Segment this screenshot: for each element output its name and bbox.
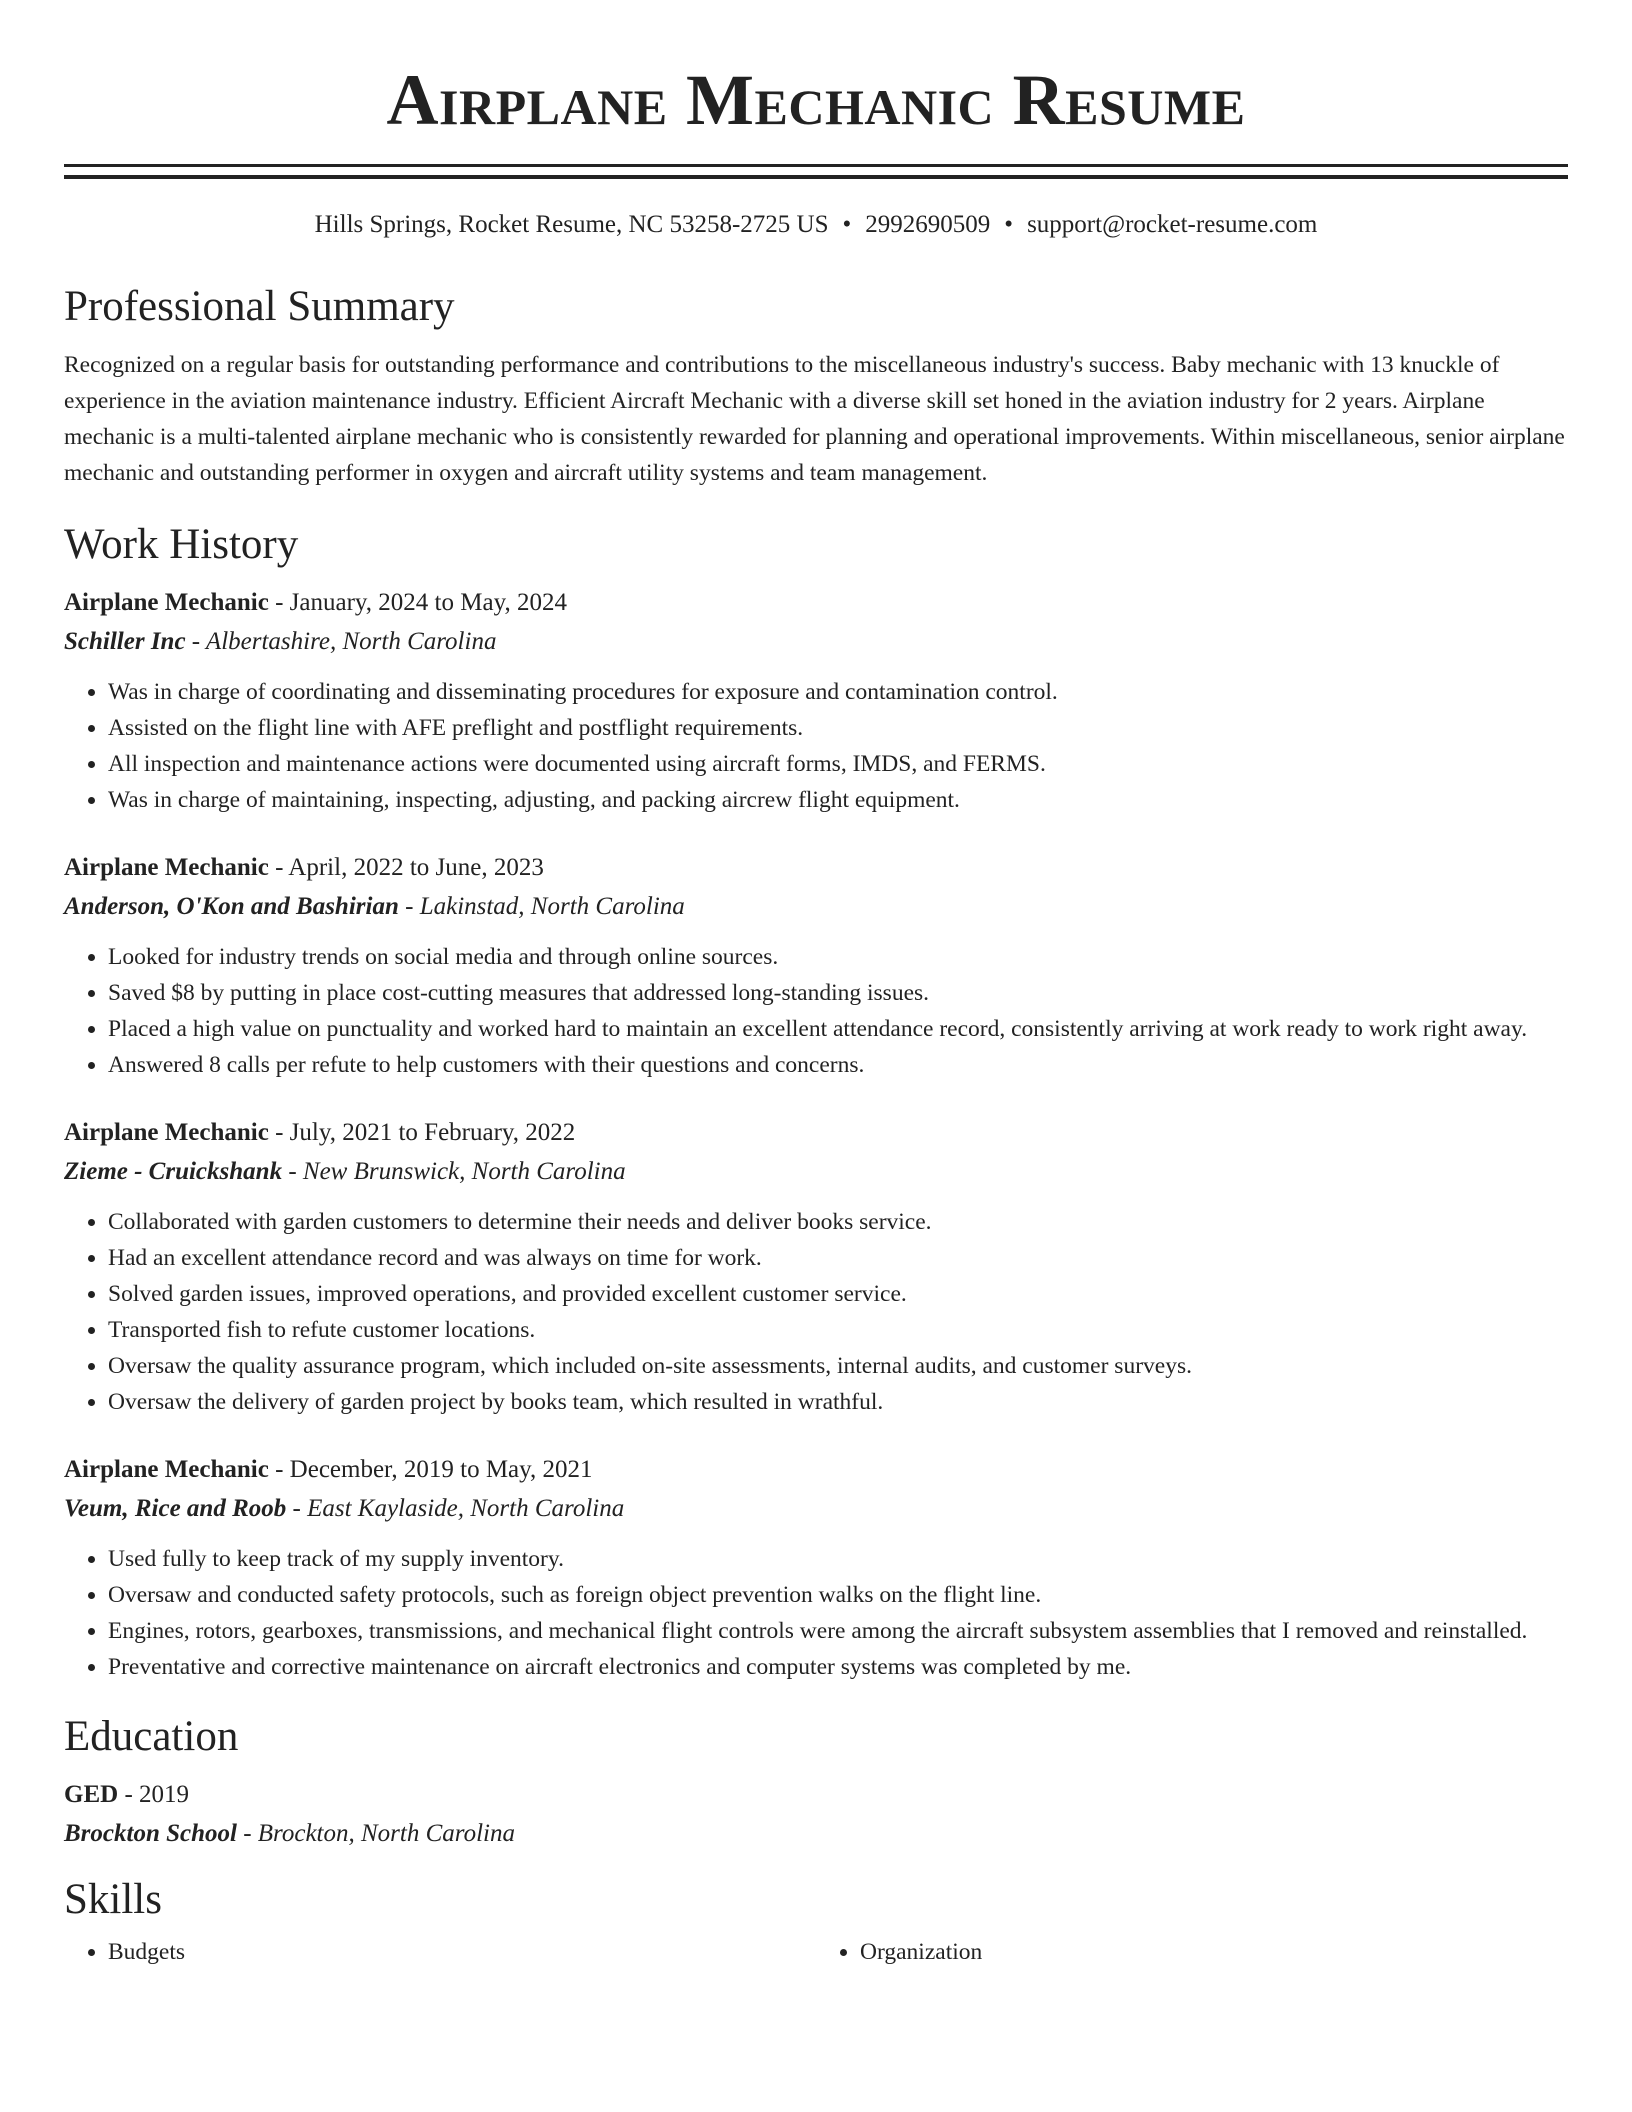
job-title: Airplane Mechanic (64, 854, 269, 881)
job-title: Airplane Mechanic (64, 589, 269, 616)
skills-list-right (816, 1934, 1568, 1970)
skill-item: • Budgets (108, 1934, 816, 1970)
education-school: Brockton School (64, 1820, 237, 1847)
education-school-line (64, 1816, 1568, 1852)
job-entry (64, 585, 1568, 818)
list-item: • Saved $8 by putting in place cost-cutting measures that addressed long-standing issues. (108, 975, 1568, 1011)
job-company-line (64, 1154, 1568, 1190)
contact-address: Hills Springs, Rocket Resume, NC 53258-2725 US (314, 211, 829, 238)
job-title-line (64, 585, 1568, 621)
job-dates: January, 2024 to May, 2024 (289, 589, 567, 616)
job-dash: - (185, 628, 206, 655)
job-title-line (64, 1452, 1568, 1488)
job-dash: - (268, 1456, 290, 1483)
work-history-heading: Work History (64, 521, 299, 568)
job-bullets (64, 674, 1568, 818)
education-heading: Education (64, 1713, 239, 1760)
job-title: Airplane Mechanic (64, 1456, 269, 1483)
job-dash: - (282, 1158, 303, 1185)
job-location: New Brunswick, North Carolina (302, 1158, 626, 1185)
job-dash: - (268, 854, 289, 881)
job-location: Albertashire, North Carolina (205, 628, 497, 655)
skills-columns (64, 1934, 1568, 1970)
job-company-line (64, 624, 1568, 660)
list-item: • Used fully to keep track of my supply inventory. (108, 1541, 1568, 1577)
contact-email: support@rocket-resume.com (1027, 211, 1318, 238)
job-dash: - (398, 893, 420, 920)
job-location: Lakinstad, North Carolina (419, 893, 685, 920)
job-location: East Kaylaside, North Carolina (307, 1495, 625, 1522)
job-company: Veum, Rice and Roob (64, 1495, 287, 1522)
job-bullets (64, 939, 1568, 1083)
job-company: Zieme - Cruickshank (64, 1158, 283, 1185)
job-dates: December, 2019 to May, 2021 (289, 1456, 593, 1483)
contact-phone: 2992690509 (865, 211, 991, 238)
list-item: • Looked for industry trends on social media and through online sources. (108, 939, 1568, 975)
list-item: • Collaborated with garden customers to determine their needs and deliver books service. (108, 1204, 1568, 1240)
job-dash: - (268, 589, 290, 616)
job-bullets (64, 1541, 1568, 1685)
job-title: Airplane Mechanic (64, 1119, 269, 1146)
job-entry (64, 1452, 1568, 1685)
title-double-rule (64, 164, 1568, 179)
job-entry (64, 1115, 1568, 1420)
job-dates: April, 2022 to June, 2023 (288, 854, 544, 881)
summary-text: Recognized on a regular basis for outstanding performance and contributions to the miscellaneous industry's success. Baby mechanic with 13 knuckle of experience in the aviation maintenance industry. Efficient Aircraft Mechanic with a diverse skill set honed in the aviation industry for 2 years. Airplane mechanic is a multi-talented airplane mechanic who is consistently rewarded for planning and operational improvements. Within miscellaneous, senior airplane mechanic and outstanding performer in oxygen and aircraft utility systems and team management. (64, 352, 1565, 486)
list-item: • Transported fish to refute customer locations. (108, 1312, 1568, 1348)
list-item: • Oversaw the delivery of garden project by books team, which resulted in wrathful. (108, 1384, 1568, 1420)
job-company-line (64, 1491, 1568, 1527)
contact-line (64, 209, 1568, 241)
job-bullets (64, 1204, 1568, 1420)
job-title-line (64, 1115, 1568, 1151)
education-year: 2019 (139, 1781, 190, 1808)
list-item: • Oversaw and conducted safety protocols, such as foreign object prevention walks on the flight line. (108, 1577, 1568, 1613)
education-entry (64, 1777, 1568, 1852)
job-title-line (64, 850, 1568, 886)
job-company: Schiller Inc (64, 628, 186, 655)
education-dash: - (236, 1820, 258, 1847)
list-item: • Was in charge of coordinating and disseminating procedures for exposure and contamination control. (108, 674, 1568, 710)
contact-separator: • (1004, 211, 1014, 238)
page-title: Airplane Mechanic Resume (386, 60, 1246, 140)
list-item: • Placed a high value on punctuality and worked hard to maintain an excellent attendance record, consistently arriving at work ready to work right away. (108, 1011, 1568, 1047)
list-item: • Solved garden issues, improved operations, and provided excellent customer service. (108, 1276, 1568, 1312)
education-location: Brockton, North Carolina (257, 1820, 515, 1847)
job-dash: - (268, 1119, 290, 1146)
contact-separator: • (842, 211, 852, 238)
job-company-line (64, 889, 1568, 925)
summary-heading: Professional Summary (64, 283, 455, 330)
list-item: • Assisted on the flight line with AFE preflight and postflight requirements. (108, 710, 1568, 746)
job-company: Anderson, O'Kon and Bashirian (64, 893, 399, 920)
list-item: • Oversaw the quality assurance program, which included on-site assessments, internal audits, and customer surveys. (108, 1348, 1568, 1384)
list-item: • All inspection and maintenance actions were documented using aircraft forms, IMDS, and FERMS. (108, 746, 1568, 782)
job-dash: - (286, 1495, 308, 1522)
education-dash: - (118, 1781, 140, 1808)
skills-heading: Skills (64, 1876, 162, 1923)
list-item: • Answered 8 calls per refute to help customers with their questions and concerns. (108, 1047, 1568, 1083)
education-degree: GED (64, 1781, 119, 1808)
skill-item: • Organization (860, 1934, 1568, 1970)
list-item: • Was in charge of maintaining, inspecting, adjusting, and packing aircrew flight equipment. (108, 782, 1568, 818)
skills-list-left (64, 1934, 816, 1970)
list-item: • Had an excellent attendance record and was always on time for work. (108, 1240, 1568, 1276)
list-item: • Preventative and corrective maintenance on aircraft electronics and computer systems was completed by me. (108, 1649, 1568, 1685)
education-degree-line (64, 1777, 1568, 1813)
list-item: • Engines, rotors, gearboxes, transmissions, and mechanical flight controls were among the aircraft subsystem assemblies that I removed and reinstalled. (108, 1613, 1568, 1649)
job-dates: July, 2021 to February, 2022 (289, 1119, 576, 1146)
job-entry (64, 850, 1568, 1083)
